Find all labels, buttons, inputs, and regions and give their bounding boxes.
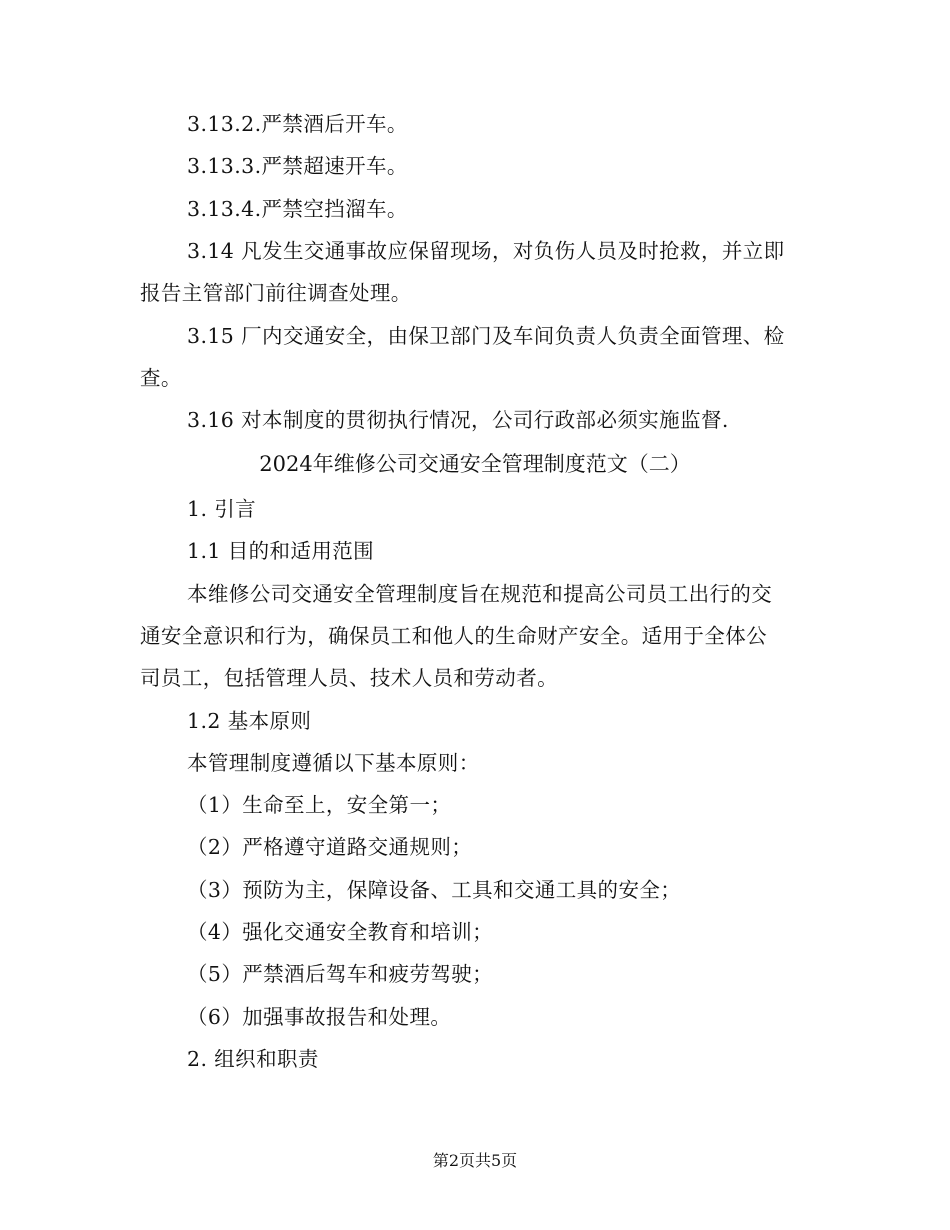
text-line: 3.13.4.严禁空挡溜车。 [187,196,408,221]
text-line: 3.13.3.严禁超速开车。 [187,154,408,179]
text-line: （4）强化交通安全教育和培训； [187,920,494,944]
text-line: 3.16 对本制度的贯彻执行情况，公司行政部必须实施监督. [187,408,729,433]
text-line: 3.15 厂内交通安全，由保卫部门及车间负责人负责全面管理、检 [187,323,785,348]
text-line: 本维修公司交通安全管理制度旨在规范和提高公司员工出行的交 [187,581,773,606]
text-line: 本管理制度遵循以下基本原则： [187,750,480,775]
section-title: 2024年维修公司交通安全管理制度范文（二） [259,452,691,476]
text-line: 3.14 凡发生交通事故应保留现场，对负伤人员及时抢救，并立即 [187,238,785,263]
text-line: （2）严格遵守道路交通规则； [187,835,473,860]
text-line: 1. 引言 [187,497,257,521]
text-line: 司员工，包括管理人员、技术人员和劳动者。 [140,666,558,691]
text-line: （6）加强事故报告和处理。 [187,1004,452,1029]
text-line: 报告主管部门前往调查处理。 [140,281,412,306]
text-line: 通安全意识和行为，确保员工和他人的生命财产安全。适用于全体公 [140,623,767,648]
text-line: 2. 组织和职责 [187,1046,319,1071]
text-line: 1.1 目的和适用范围 [187,539,375,564]
text-line: （1）生命至上，安全第一； [187,793,452,818]
text-line: 3.13.2.严禁酒后开车。 [187,112,408,136]
text-line: （3）预防为主，保障设备、工具和交通工具的安全； [187,877,682,902]
text-line: （5）严禁酒后驾车和疲劳驾驶； [187,962,494,987]
text-line: 1.2 基本原则 [187,708,312,733]
page-footer: 第2页共5页 [432,1151,518,1170]
text-line: 查。 [140,365,182,390]
